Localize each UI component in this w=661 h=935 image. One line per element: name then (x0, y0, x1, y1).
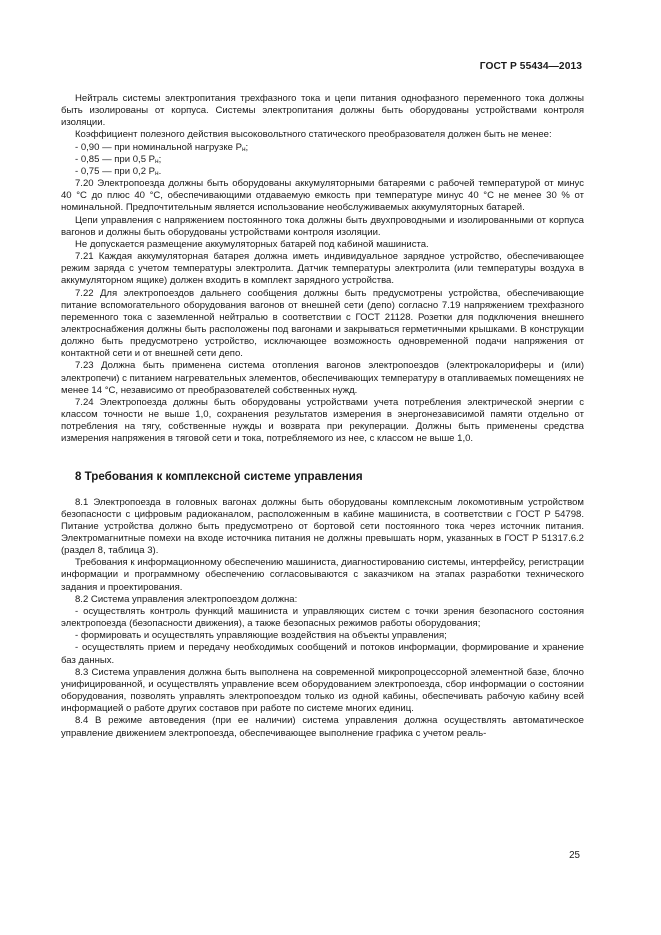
paragraph-7-22: 7.22 Для электропоездов дальнего сообщения должны быть предусмотрены устройства, обеспечивающие питание вспомогательного оборудования вагонов от внешней сети (депо) согласно 7.19 напряжением трехфазного переменного тока с заземленной нейтралью в соответствии с ГОСТ 21128. Розетки для подключения внешнего электроснабжения должны быть расположены под вагонами и закрываться герметичными крышками. В конструкции должно быть предусмотрено устройство, исключающее возможность одновременной подачи напряжения от контактной сети и от внешней сети депо. (61, 287, 584, 360)
paragraph-7-21: 7.21 Каждая аккумуляторная батарея должна иметь индивидуальное зарядное устройство, обеспечивающее режим заряда с учетом температуры электролита. Датчик температуры электролита (или температуры воздуха в аккумуляторном ящике) должен входить в комплект зарядного устройства. (61, 251, 584, 287)
paragraph-7-24: 7.24 Электропоезда должны быть оборудованы устройствами учета потребления электрической энергии с классом точности не выше 1,0, сохранения результатов измерения в энергонезависимой памяти отдельно от потребления на тягу, собственные нужды и возврата при рекуперации. Должны быть применены средства измерения напряжения в тяговой сети и тока, потребляемого из нее, с классом не выше 1,0. (61, 396, 584, 445)
paragraph-7-23: 7.23 Должна быть применена система отопления вагонов электропоездов (электрокалориферы и (или) электропечи) с питанием нагревательных элементов, обеспечивающих температуру в отапливаемых помещениях не менее 14 °С, независимо от преобразователей собственных нужд. (61, 360, 584, 396)
paragraph-info-requirements: Требования к информационному обеспечению машиниста, диагностированию системы, интерфейсу, регистрации информации и программному обеспечению согласовываются с заказчиком на этапах разработки технического задания и проектирования. (61, 557, 584, 593)
list-item-control-3: - осуществлять прием и передачу необходимых сообщений и потоков информации, формирование и хранение баз данных. (61, 642, 584, 666)
list-item-control-2: - формировать и осуществлять управляющие воздействия на объекты управления; (75, 630, 447, 642)
list-item-control-1: - осуществлять контроль функций машиниста и управляющих систем с точки зрения безопасного состояния электропоезда (безопасности движения), а также безопасных режимов работы оборудования; (61, 605, 584, 630)
paragraph-efficiency: Коэффициент полезного действия высоковольтного статического преобразователя должен быть не менее: (75, 129, 552, 141)
list-item-efficiency-1: - 0,90 — при номинальной нагрузке $P_н$; (75, 141, 249, 153)
paragraph-battery-placement: Не допускается размещение аккумуляторных батарей под кабиной машиниста. (75, 238, 429, 250)
document-header: ГОСТ Р 55434—2013 (479, 61, 582, 72)
section-8-heading: 8 Требования к комплексной системе управления (75, 469, 363, 483)
paragraph-8-2: 8.2 Система управления электропоездом должна: (75, 593, 298, 605)
document-body (61, 93, 584, 740)
paragraph-8-3: 8.3 Система управления должна быть выполнена на современной микропроцессорной элементной базе, блочно унифицированной, и осуществлять управление всем оборудованием электропоезда, сбор информации о состоянии оборудования, позволять управлять электропоездом только из одной кабины, обеспечивать рабочую кабину всей информацией о работе других составов при работе по системе многих единиц. (61, 666, 584, 715)
paragraph-control-circuits: Цепи управления с напряжением постоянного тока должны быть двухпроводными и изолированными от корпуса вагонов и должны быть оборудованы устройствами контроля изоляции. (61, 214, 584, 238)
paragraph-8-4: 8.4 В режиме автоведения (при ее наличии) система управления должна осуществлять автоматическое управление движением электропоезда, обеспечивающее выполнение графика с учетом реаль- (61, 715, 584, 739)
list-item-efficiency-3: - 0,75 — при 0,2 $P_н$. (75, 165, 162, 177)
list-item-efficiency-2: - 0,85 — при 0,5 $P_н$; (75, 153, 162, 165)
paragraph-7-20: 7.20 Электропоезда должны быть оборудованы аккумуляторными батареями с рабочей температурой от минус 40 °С до плюс 40 °С, обеспечивающими отдаваемую емкость при температуре минус 40 °С не менее 30 % от номинальной. Предпочтительным является использование необслуживаемых аккумуляторных батарей. (61, 178, 584, 214)
page-number: 25 (569, 850, 580, 861)
paragraph-8-1: 8.1 Электропоезда в головных вагонах должны быть оборудованы комплексным локомотивным устройством безопасности с цифровым радиоканалом, расположенным в кабине машиниста, в соответствии с ГОСТ Р 54798. Питание устройства должно быть предусмотрено от бортовой сети постоянного тока через источник питания. Электромагнитные помехи на входе источника питания не должны превышать норм, указанных в ГОСТ Р 51317.6.2 (раздел 8, таблица 3). (61, 496, 584, 557)
paragraph-neutral-isolation: Нейтраль системы электропитания трехфазного тока и цепи питания однофазного переменного тока должны быть изолированы от корпуса. Системы электропитания должны быть оборудованы устройствами контроля изоляции. (61, 93, 584, 129)
